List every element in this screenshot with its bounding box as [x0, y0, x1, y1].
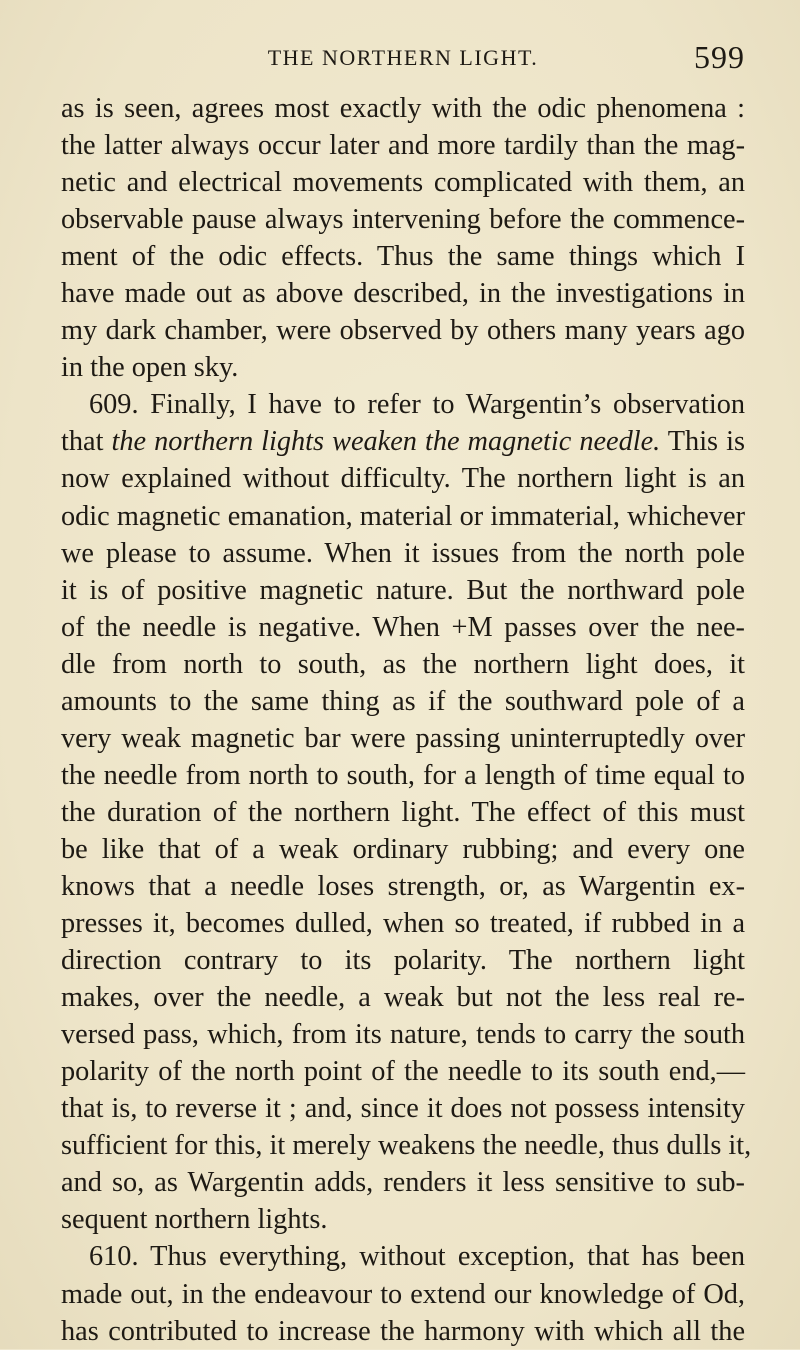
- text-line: versed pass, which, from its nature, tends to carry the south: [61, 1019, 745, 1051]
- text-line: polarity of the north point of the needle to its south end,—: [61, 1056, 745, 1088]
- text-line: it is of positive magnetic nature. But the northward pole: [61, 574, 745, 606]
- text-line: netic and electrical movements complicated with them, an: [61, 167, 745, 199]
- text-line: in the open sky.: [61, 352, 239, 384]
- text-line: and so, as Wargentin adds, renders it less sensitive to sub-: [61, 1167, 745, 1199]
- text-line: the needle from north to south, for a length of time equal to: [61, 759, 745, 791]
- text-line: makes, over the needle, a weak but not the less real re-: [61, 982, 745, 1014]
- text-line: very weak magnetic bar were passing uninterruptedly over: [61, 722, 745, 754]
- text-line: my dark chamber, were observed by others many years ago: [61, 315, 745, 347]
- text-line: now explained without difficulty. The northern light is an: [61, 463, 745, 495]
- text-line: direction contrary to its polarity. The northern light: [61, 945, 745, 977]
- running-head: [61, 0, 745, 90]
- text-line: the latter always occur later and more tardily than the mag-: [61, 130, 745, 162]
- body-text: [61, 90, 752, 1350]
- text-line: dle from north to south, as the northern light does, it: [61, 648, 745, 680]
- text-line: the duration of the northern light. The effect of this must: [61, 796, 745, 828]
- text-line-with-italic: [61, 423, 745, 460]
- text-line: we please to assume. When it issues from the north pole: [61, 537, 745, 569]
- text-line: made out, in the endeavour to extend our knowledge of Od,: [61, 1278, 745, 1310]
- text-line: odic magnetic emanation, material or immaterial, whichever: [61, 500, 745, 532]
- running-title: THE NORTHERN LIGHT.: [267, 45, 539, 70]
- text-line: of the needle is negative. When +M passes over the nee-: [61, 611, 745, 643]
- text-line: ment of the odic effects. Thus the same things which I: [61, 241, 745, 273]
- text-line: knows that a needle loses strength, or, as Wargentin ex-: [61, 870, 745, 902]
- text-run: that: [61, 426, 112, 458]
- text-line: has contributed to increase the harmony with which all the: [61, 1315, 745, 1347]
- text-run: This is: [660, 426, 745, 458]
- paragraph-609-start: 609. Finally, I have to refer to Wargentin’s observation: [89, 389, 745, 421]
- text-line: presses it, becomes dulled, when so treated, if rubbed in a: [61, 908, 745, 940]
- text-line: sufficient for this, it merely weakens the needle, thus dulls it,: [61, 1130, 752, 1162]
- text-line: be like that of a weak ordinary rubbing; and every one: [61, 833, 745, 865]
- text-line: sequent northern lights.: [61, 1204, 328, 1236]
- text-line: amounts to the same thing as if the southward pole of a: [61, 685, 745, 717]
- text-line: observable pause always intervening before the commence-: [61, 204, 745, 236]
- italic-quotation: the northern lights weaken the magnetic needle.: [111, 426, 661, 458]
- text-line: have made out as above described, in the investigations in: [61, 278, 745, 310]
- text-line: as is seen, agrees most exactly with the odic phenomena :: [61, 93, 745, 124]
- paragraph-610-start: 610. Thus everything, without exception, that has been: [89, 1241, 745, 1273]
- text-line: that is, to reverse it ; and, since it does not possess intensity: [61, 1093, 745, 1125]
- page-number: 599: [694, 39, 745, 75]
